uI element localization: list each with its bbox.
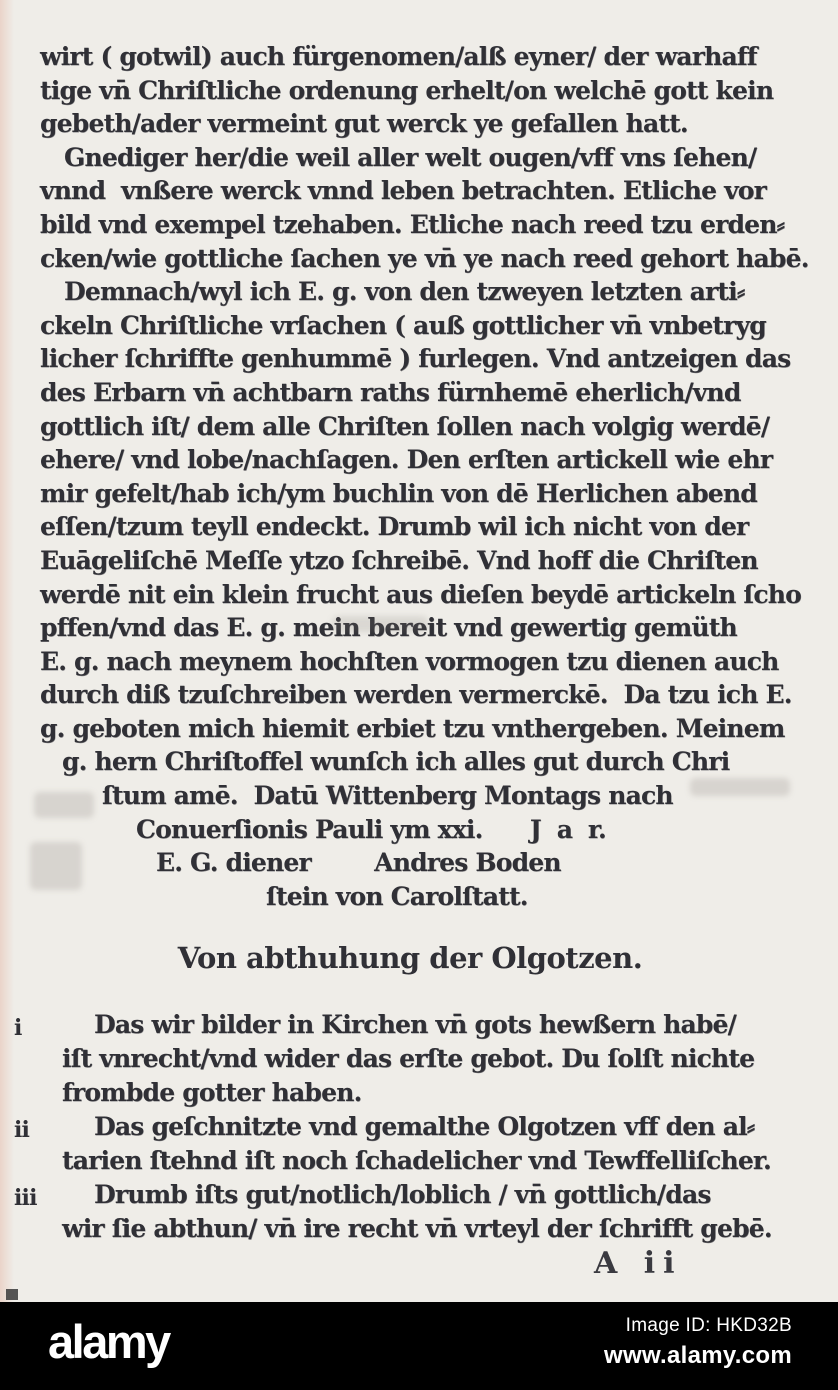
paragraph-3: [40, 275, 816, 745]
paragraph-1: [40, 40, 816, 141]
article-item-2: [14, 1110, 824, 1178]
article-line: frombde gotter haben.: [62, 1078, 362, 1107]
text-line: des Erbarn vn̄ achtbarn raths fürnhemē eherlich/vnd: [40, 377, 741, 407]
printer-signature-mark: A ii: [594, 1246, 683, 1281]
text-line: tige vn̄ Chriſtliche ordenung erhelt/on welchē gott kein: [40, 75, 774, 105]
text-line: ckeln Chriſtliche vrſachen ( auß gottlicher vn̄ vnbetryg: [40, 310, 766, 340]
text-line: cken/wie gottliche ſachen ye vn̄ ye nach reed gehort habē.: [40, 243, 809, 273]
text-line: Demnach/wyl ich E. g. von den tzweyen letzten arti⸗: [64, 277, 745, 307]
article-lines: [62, 1008, 824, 1110]
text-line: Euāgeliſchē Meſſe ytzo ſchreibē. Vnd hoff die Chriſten: [40, 545, 758, 575]
ghost-smudge: [690, 778, 790, 796]
article-marker: i: [14, 1015, 22, 1041]
scan-artifact: [6, 1289, 18, 1300]
text-line: licher ſchriffte genhummē ) furlegen. Vnd antzeigen das: [40, 344, 791, 374]
article-line: Das wir bilder in Kirchen vn̄ gots hewßern habē/: [94, 1010, 736, 1039]
text-line: E. g. nach meynem hochſten vormogen tzu dienen auch: [40, 646, 779, 676]
article-marker: ii: [14, 1117, 30, 1143]
section-heading: Von abthuhung der Olgotzen.: [177, 941, 643, 975]
article-line: Das geſchnitzte vnd gemalthe Olgotzen vff den al⸗: [94, 1112, 755, 1141]
text-line: eſſen/tzum teyll endeckt. Drumb wil ich nicht von der: [40, 512, 749, 542]
text-line: gottlich iſt/ dem alle Chriſten ſollen nach volgig werdē/: [40, 411, 770, 441]
text-line: gebeth/ader vermeint gut werck ye gefallen hatt.: [40, 109, 688, 139]
alamy-logo: alamy: [48, 1315, 169, 1368]
watermark-bar: [0, 1302, 838, 1390]
text-line: vnnd vnßere werck vnnd leben betrachten. Etliche vor: [40, 176, 767, 206]
text-line: Gnediger her/die weil aller welt ougen/vff vns ſehen/: [64, 142, 757, 172]
ghost-smudge: [30, 842, 82, 890]
article-lines: [62, 1178, 824, 1246]
text-line: bild vnd exempel tzehaben. Etliche nach reed tzu erden⸗: [40, 209, 785, 239]
articles-list: [14, 1008, 824, 1246]
watermark-text-block: [604, 1315, 792, 1370]
text-line: ehere/ vnd lobe/nachſagen. Den erſten artickell wie ehr: [40, 445, 773, 475]
closing-line: Conuerſionis Pauli ym xxi. J a r.: [136, 814, 606, 844]
text-line: pffen/vnd das E. g. mein bereit vnd gewertig gemüth: [40, 613, 737, 643]
ghost-smudge: [34, 792, 94, 818]
closing-line: E. G. diener Andres Boden: [156, 848, 561, 878]
paragraph-2: [40, 141, 816, 275]
article-marker: iii: [14, 1185, 37, 1211]
closing-line: g. hern Chriſtoffel wunſch ich alles gut durch Chri: [62, 747, 730, 777]
closing-block: [40, 745, 816, 913]
image-id-text: Image ID: HKD32B: [625, 1315, 792, 1336]
article-line: wir ſie abthun/ vn̄ ire recht vn̄ vrteyl der ſchrifft gebē.: [62, 1214, 772, 1243]
article-lines: [62, 1110, 824, 1178]
article-line: iſt vnrecht/vnd wider das erſte gebot. Du ſolſt nichte: [62, 1044, 755, 1073]
closing-line: ſtum amē. Datū Wittenberg Montags nach: [102, 781, 673, 811]
text-line: durch diß tzuſchreiben werden vermerckē. Da tzu ich E.: [40, 680, 792, 710]
ghost-smudge: [332, 616, 428, 632]
text-line: werdē nit ein klein frucht aus dieſen beydē artickeln ſcho: [40, 579, 801, 609]
article-line: Drumb iſts gut/notlich/loblich / vn̄ gottlich/das: [94, 1180, 711, 1209]
article-item-3: [14, 1178, 824, 1246]
scan-edge-tint: [0, 0, 14, 1302]
article-line: tarien ſtehnd iſt noch ſchadelicher vnd Tewffelliſcher.: [62, 1146, 771, 1175]
text-line: g. geboten mich hiemit erbiet tzu vnthergeben. Meinem: [40, 713, 785, 743]
text-line: wirt ( gotwil) auch fürgenomen/alß eyner/ der warhaff: [40, 42, 757, 71]
article-item-1: [14, 1008, 824, 1110]
closing-line: ſtein von Carolſtatt.: [266, 881, 528, 911]
text-line: mir gefelt/hab ich/ym buchlin von dē Herlichen abend: [40, 478, 757, 508]
alamy-url-text: www.alamy.com: [604, 1342, 792, 1369]
